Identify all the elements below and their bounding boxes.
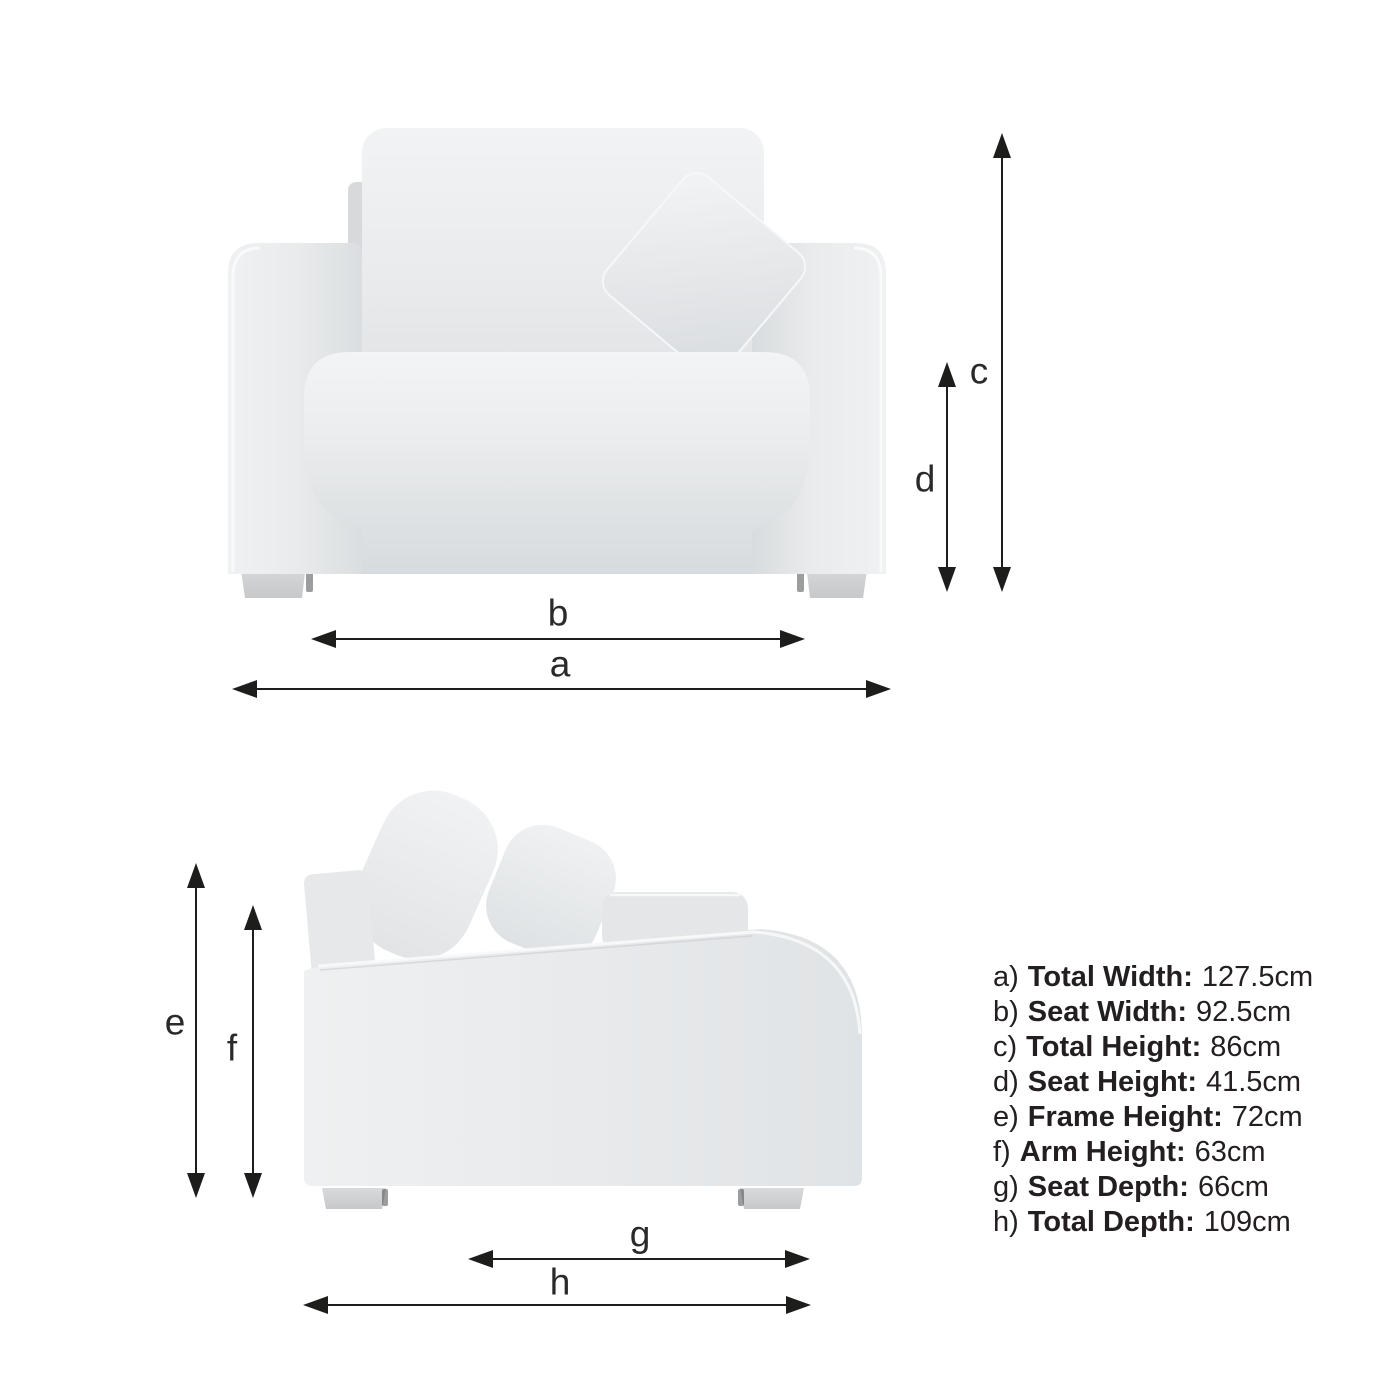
- arrowhead-bottom: [244, 1173, 262, 1198]
- legend-letter: c): [993, 1031, 1018, 1063]
- dim-label-g: g: [629, 1213, 651, 1255]
- legend-letter: f): [993, 1136, 1011, 1168]
- side-panel: [304, 929, 862, 1186]
- legend-label: Seat Width:: [1027, 996, 1188, 1028]
- arrowhead-top: [993, 133, 1011, 158]
- legend-value: 109cm: [1203, 1206, 1291, 1238]
- legend-label: Total Width:: [1027, 961, 1193, 993]
- dim-label-e: e: [164, 1001, 186, 1043]
- arrow-line: [488, 1258, 790, 1261]
- legend-letter: b): [993, 996, 1019, 1028]
- dimensions-legend: [993, 960, 1313, 1240]
- foot-shadow: [738, 1189, 744, 1206]
- legend-row-a: [993, 960, 1313, 995]
- arrow-line: [946, 382, 949, 572]
- arrow-line: [252, 688, 871, 691]
- arrowhead-right: [785, 1250, 810, 1268]
- side-view-chair-illustration: [296, 780, 876, 1220]
- legend-letter: d): [993, 1066, 1019, 1098]
- arrowhead-left: [311, 630, 336, 648]
- legend-label: Frame Height:: [1027, 1101, 1223, 1133]
- legend-row-h: [993, 1205, 1313, 1240]
- legend-label: Total Depth:: [1027, 1206, 1195, 1238]
- arrowhead-bottom: [187, 1173, 205, 1198]
- legend-row-g: [993, 1170, 1313, 1205]
- legend-letter: h): [993, 1206, 1019, 1238]
- dim-label-h: h: [549, 1261, 571, 1303]
- arrowhead-top: [244, 905, 262, 930]
- legend-value: 86cm: [1210, 1031, 1282, 1063]
- dim-label-c: c: [969, 350, 989, 392]
- legend-value: 41.5cm: [1205, 1066, 1302, 1098]
- legend-row-d: [993, 1065, 1313, 1100]
- legend-label: Seat Depth:: [1027, 1171, 1189, 1203]
- arrowhead-left: [232, 680, 257, 698]
- legend-row-f: [993, 1135, 1313, 1170]
- arrow-line: [252, 925, 255, 1178]
- side-left-foot: [322, 1188, 386, 1209]
- dim-label-f: f: [226, 1027, 238, 1069]
- arrowhead-top: [938, 362, 956, 387]
- arrowhead-top: [187, 863, 205, 888]
- legend-value: 66cm: [1197, 1171, 1269, 1203]
- legend-label: Arm Height:: [1019, 1136, 1186, 1168]
- arrowhead-bottom: [938, 567, 956, 592]
- legend-row-e: [993, 1100, 1313, 1135]
- arrowhead-bottom: [993, 567, 1011, 592]
- legend-row-c: [993, 1030, 1313, 1065]
- legend-value: 63cm: [1194, 1136, 1266, 1168]
- arrowhead-left: [468, 1250, 493, 1268]
- legend-letter: e): [993, 1101, 1019, 1133]
- legend-row-b: [993, 995, 1313, 1030]
- arrowhead-right: [786, 1296, 811, 1314]
- arrow-line: [195, 883, 198, 1178]
- arrowhead-left: [303, 1296, 328, 1314]
- arrow-line: [1001, 153, 1004, 572]
- legend-label: Seat Height:: [1027, 1066, 1197, 1098]
- legend-letter: a): [993, 961, 1019, 993]
- legend-value: 127.5cm: [1201, 961, 1314, 993]
- dim-label-b: b: [547, 592, 569, 634]
- dim-label-d: d: [914, 458, 936, 500]
- legend-letter: g): [993, 1171, 1019, 1203]
- side-right-foot: [740, 1188, 804, 1209]
- seat-cushion: [304, 352, 810, 534]
- arrow-line: [331, 638, 785, 641]
- arrowhead-right: [866, 680, 891, 698]
- legend-value: 72cm: [1231, 1101, 1303, 1133]
- legend-label: Total Height:: [1026, 1031, 1202, 1063]
- arrow-line: [323, 1304, 791, 1307]
- front-view-chair-illustration: [222, 112, 892, 602]
- legend-value: 92.5cm: [1196, 996, 1292, 1028]
- arrowhead-right: [780, 630, 805, 648]
- dim-label-a: a: [549, 643, 571, 685]
- foot-shadow: [382, 1189, 388, 1206]
